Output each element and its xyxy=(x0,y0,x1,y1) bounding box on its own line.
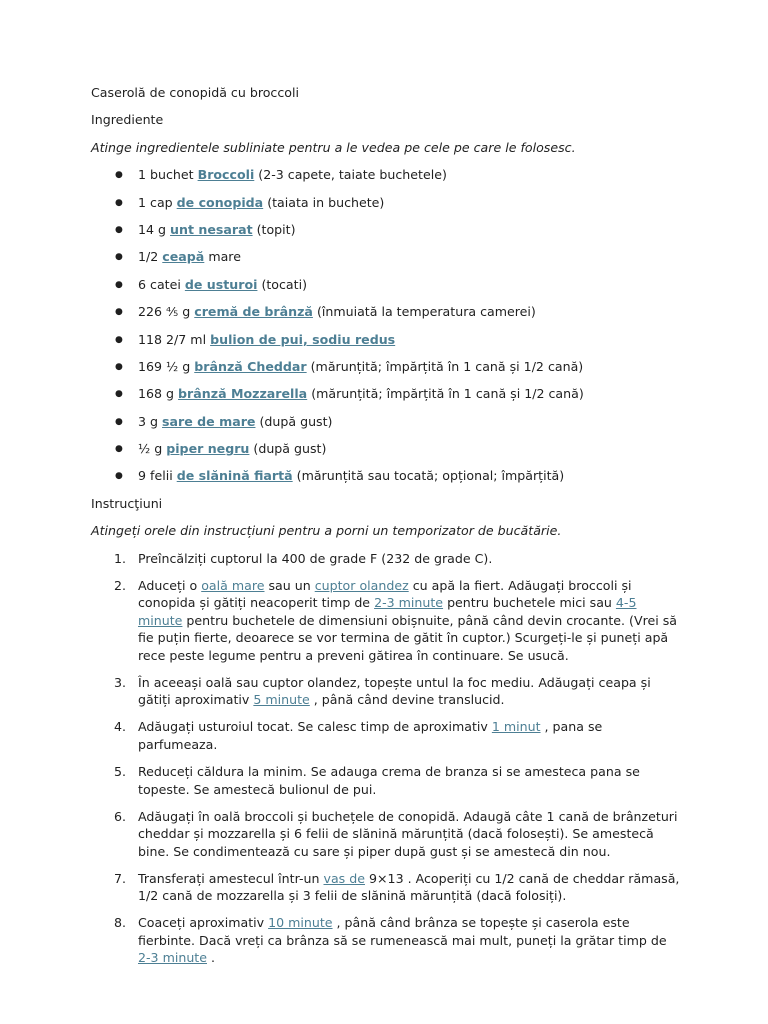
ingredient-item xyxy=(91,221,681,239)
step-text: În aceeași oală sau cuptor olandez, topește untul la foc mediu. Adăugați ceapa și gătiți aproximativ xyxy=(138,674,651,708)
bullet-icon: ● xyxy=(115,389,123,400)
ingredient-note: (după gust) xyxy=(249,441,327,457)
step-link[interactable]: 1 minut xyxy=(491,719,541,735)
ingredient-item xyxy=(91,248,681,266)
step-number: 3. xyxy=(114,674,127,690)
step-link[interactable]: oală mare xyxy=(201,577,265,593)
instruction-step xyxy=(91,870,681,905)
step-number: 4. xyxy=(114,719,127,735)
ingredient-quantity: 3 g xyxy=(138,413,163,429)
ingredient-quantity: ½ g xyxy=(138,441,167,457)
ingredient-link[interactable]: de slănină fiartă xyxy=(176,468,293,484)
ingredient-quantity: 226 ⅘ g xyxy=(138,304,195,320)
ingredients-hint: Atinge ingredientele subliniate pentru a le vedea pe cele pe care le folosesc. xyxy=(91,139,576,155)
ingredients-heading: Ingrediente xyxy=(91,112,164,128)
ingredient-quantity: 118 2/7 ml xyxy=(138,331,211,347)
ingredient-note: (mărunțită; împărțită în 1 cană și 1/2 cană) xyxy=(307,386,584,402)
step-number: 6. xyxy=(114,808,127,824)
step-number: 8. xyxy=(114,915,127,931)
ingredient-item xyxy=(91,194,681,212)
ingredient-quantity: 1 cap xyxy=(138,194,177,210)
bullet-icon: ● xyxy=(115,361,123,372)
ingredient-link[interactable]: Broccoli xyxy=(197,167,255,183)
ingredient-note: (înmuiată la temperatura camerei) xyxy=(312,304,536,320)
step-text: pentru buchetele mici sau xyxy=(443,595,616,611)
ingredient-link[interactable]: ceapă xyxy=(162,249,205,265)
ingredient-note: (tocati) xyxy=(257,276,307,292)
ingredient-link[interactable]: brânză Mozzarella xyxy=(178,386,308,402)
ingredient-quantity: 169 ½ g xyxy=(138,358,195,374)
step-text: cu apă la fiert. Adăugați broccoli și conopida și gătiți neacoperit timp de xyxy=(138,577,632,611)
bullet-icon: ● xyxy=(115,224,123,235)
step-link[interactable]: 10 minute xyxy=(268,915,333,931)
bullet-icon: ● xyxy=(115,307,123,318)
ingredient-quantity: 1/2 xyxy=(138,249,163,265)
ingredient-link[interactable]: de conopida xyxy=(176,194,264,210)
bullet-icon: ● xyxy=(115,279,123,290)
ingredient-note: (topit) xyxy=(252,221,296,237)
ingredient-item xyxy=(91,440,681,458)
step-text: pentru buchetele de dimensiuni obișnuite, până când devin crocante. (Vrei să fie puțin fierte, deoarece se vor termina de gătit în cuptor.) Scurgeți-le și puneți apă rece peste legume pentru a preveni gătirea în continuare. Se usucă. xyxy=(138,612,678,663)
bullet-icon: ● xyxy=(115,444,123,455)
ingredient-note: (după gust) xyxy=(255,413,333,429)
ingredient-item xyxy=(91,166,681,184)
ingredient-note: (mărunțită sau tocată; opțional; împărțită) xyxy=(292,468,565,484)
instructions-hint: Atingeți orele din instrucțiuni pentru a porni un temporizator de bucătărie. xyxy=(91,523,562,539)
step-link[interactable]: 2-3 minute xyxy=(374,595,444,611)
recipe-title: Caserolă de conopidă cu broccoli xyxy=(91,85,299,100)
instructions-heading: Instrucţiuni xyxy=(91,495,163,511)
ingredient-note: mare xyxy=(204,249,241,265)
ingredient-link[interactable]: unt nesarat xyxy=(170,221,253,237)
bullet-icon: ● xyxy=(115,252,123,263)
step-text: Transferați amestecul într-un xyxy=(138,870,324,886)
step-text: Adăugați în oală broccoli și buchețele de conopidă. Adaugă câte 1 cană de brânzeturi cheddar și mozzarella și 6 felii de slănină mărunțită (dacă folosești). Se amestecă bine. Se condimentează cu sare și piper după gust și se amestecă din nou. xyxy=(138,808,678,859)
step-text: Reduceți căldura la minim. Se adauga crema de branza si se amesteca pana se topeste. Se amestecă bulionul de pui. xyxy=(138,764,640,797)
bullet-icon: ● xyxy=(115,334,123,345)
ingredient-quantity: 9 felii xyxy=(138,468,177,484)
bullet-icon: ● xyxy=(115,471,123,482)
ingredient-note: (mărunțită; împărțită în 1 cană și 1/2 cană) xyxy=(306,358,584,374)
ingredient-item xyxy=(91,331,681,349)
ingredient-quantity: 6 catei xyxy=(138,276,185,292)
step-link[interactable]: cuptor olandez xyxy=(314,577,409,593)
step-text: , până când devine translucid. xyxy=(309,692,505,708)
bullet-icon: ● xyxy=(115,197,123,208)
step-number: 7. xyxy=(114,870,127,886)
ingredient-note: (taiata in buchete) xyxy=(263,194,385,210)
ingredients-list xyxy=(91,166,681,485)
ingredient-link[interactable]: cremă de brânză xyxy=(194,304,313,320)
ingredient-link[interactable]: brânză Cheddar xyxy=(194,358,307,374)
step-text: Adăugați usturoiul tocat. Se calesc timp de aproximativ xyxy=(138,719,492,735)
step-text: , până când brânza se topește și caserola este fierbinte. Dacă vreți ca brânza să se rumenească mai mult, puneți la grătar timp de xyxy=(138,915,667,948)
step-text: Coaceți aproximativ xyxy=(138,915,269,931)
instruction-step xyxy=(91,674,681,709)
step-link[interactable]: 5 minute xyxy=(253,692,310,708)
ingredient-item xyxy=(91,467,681,485)
instruction-step xyxy=(91,808,681,861)
step-text: , pana se parfumeaza. xyxy=(138,719,603,752)
step-text: . xyxy=(207,950,216,966)
step-link[interactable]: vas de xyxy=(323,870,365,886)
recipe-document xyxy=(91,84,681,976)
instruction-step xyxy=(91,914,681,967)
ingredient-item xyxy=(91,303,681,321)
ingredient-item xyxy=(91,358,681,376)
step-text: Aduceți o xyxy=(138,577,202,593)
instruction-step xyxy=(91,577,681,665)
ingredient-quantity: 168 g xyxy=(138,386,179,402)
ingredient-link[interactable]: bulion de pui, sodiu redus xyxy=(210,331,396,347)
instructions-list xyxy=(91,550,681,967)
instruction-step xyxy=(91,718,681,753)
step-text: Preîncălziți cuptorul la 400 de grade F (232 de grade C). xyxy=(138,550,493,566)
ingredient-item xyxy=(91,413,681,431)
ingredient-note: (2-3 capete, taiate buchetele) xyxy=(254,167,447,183)
ingredient-item xyxy=(91,385,681,403)
step-number: 2. xyxy=(114,577,127,593)
step-text: 9×13 . Acoperiți cu 1/2 cană de cheddar rămasă, 1/2 cană de mozzarella și 3 felii de slănină mărunțită (dacă folosiți). xyxy=(138,870,680,904)
step-link[interactable]: 4-5 minute xyxy=(138,595,637,628)
instruction-step xyxy=(91,550,681,568)
step-number: 1. xyxy=(114,550,127,566)
ingredient-quantity: 1 buchet xyxy=(138,167,198,183)
ingredient-link[interactable]: piper negru xyxy=(166,441,250,457)
ingredient-quantity: 14 g xyxy=(138,221,171,237)
step-link[interactable]: 2-3 minute xyxy=(138,950,207,966)
ingredient-link[interactable]: sare de mare xyxy=(162,413,256,429)
step-number: 5. xyxy=(114,764,127,780)
ingredient-link[interactable]: de usturoi xyxy=(184,276,258,292)
step-text: sau un xyxy=(264,577,315,593)
ingredient-item xyxy=(91,276,681,294)
bullet-icon: ● xyxy=(115,416,123,427)
bullet-icon: ● xyxy=(115,170,123,181)
instruction-step xyxy=(91,763,681,798)
